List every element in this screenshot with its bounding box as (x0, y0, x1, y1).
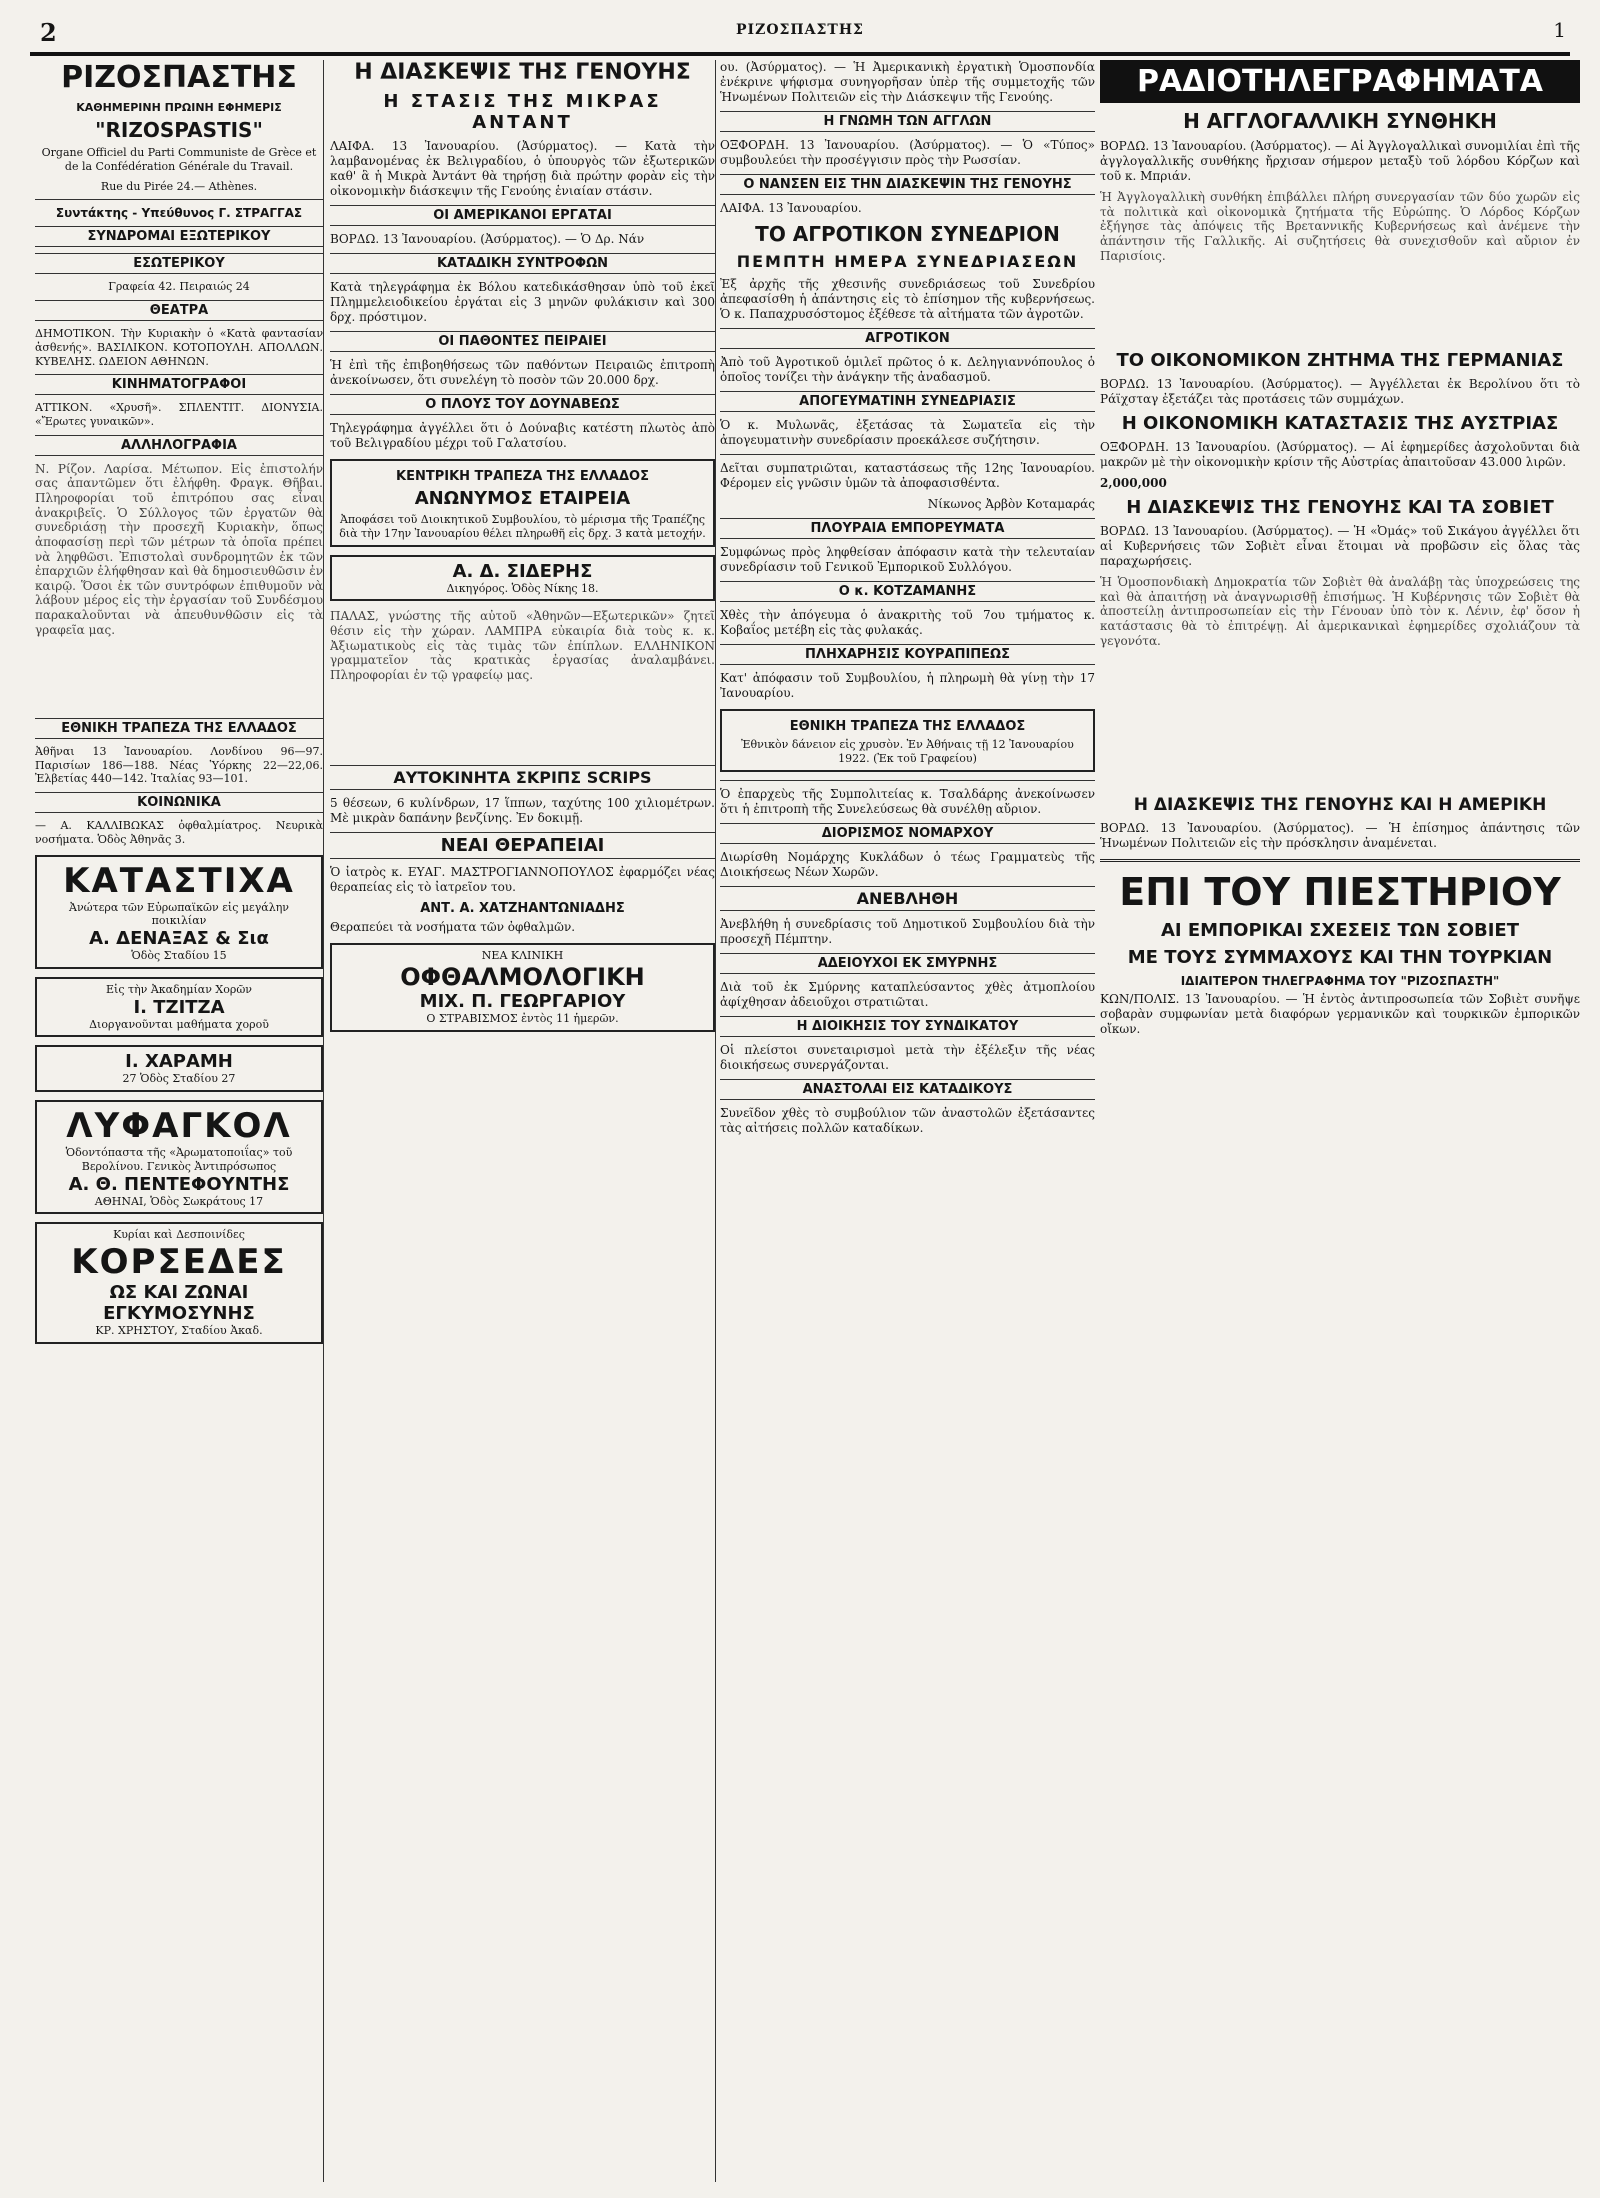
traders-text: Συμφώνως πρὸς ληφθείσαν ἀπόφασιν κατὰ τὴν τελευταίαν συνεδρίασιν τοῦ Γενικοῦ Ἐμπορικοῦ Συλλόγου. (720, 545, 1095, 574)
national-bank-ad (720, 709, 1095, 772)
clinic-text: Ο ΣΤΡΑΒΙΣΜΟΣ ἐντὸς 11 ἡμερῶν. (426, 1012, 619, 1025)
central-bank-text: Ἀποφάσει τοῦ Διοικητικοῦ Συμβουλίου, τὸ μέρισμα τῆς Τραπέζης διὰ τὴν 17ην Ἰανουαρίου θέλει πληρωθῆ εἰς δρχ. 3 κατὰ μετοχήν. (339, 513, 706, 540)
anglo-french-text: ΒΟΡΔΩ. 13 Ἰανουαρίου. (Ἀσύρματος). — Αἱ Ἀγγλογαλλικαὶ συνομιλίαι ἐπὶ τῆς ἀγγλογαλλικῆς συνθήκης ἤρχισαν σήμερον μεταξὺ τοῦ λόρδου Κόρζων καὶ τοῦ κ. Μπριάν. (1100, 139, 1580, 183)
agrarian-congress-headline: ΤΟ ΑΓΡΟΤΙΚΟΝ ΣΥΝΕΔΡΙΟΝ (755, 222, 1060, 246)
newspaper-subtitle: ΚΑΘΗΜΕΡΙΝΗ ΠΡΩΙΝΗ ΕΦΗΜΕΡΙΣ (76, 101, 282, 114)
bank-title: ΕΘΝΙΚΗ ΤΡΑΠΕΖΑ ΤΗΣ ΕΛΛΑΔΟΣ (35, 718, 323, 739)
agrarian-text: Ἀπὸ τοῦ Ἀγροτικοῦ ὁμιλεῖ πρῶτος ὁ κ. Δεληγιαννόπουλος ὁ ὁποῖος τονίζει τὴν ἀνάγκην τῆς ἀναδασμοῦ. (720, 355, 1095, 384)
page-header-rule (30, 18, 1570, 56)
america-text: ΒΟΡΔΩ. 13 Ἰανουαρίου. (Ἀσύρματος). — Ἡ ἐπίσημος ἀπάντησις τῶν Ἡνωμένων Πολιτειῶν εἰς τὴν πρόσκλησιν ἀναμένεται. (1100, 821, 1580, 850)
agrarian-congress-text: Ἐξ ἀρχῆς τῆς χθεσινῆς συνεδριάσεως τοῦ Συνεδρίου ἀπεφασίσθη ἡ ἀπάντησις εἰς τὸ ἐπίσημον τῆς κυβερνήσεως. Ὁ κ. Παπαχρυσόστομος ἐξέθεσε τὰ αἰτήματα τῶν ἀγροτῶν. (720, 277, 1095, 321)
ad-dance-text: Διοργανοῦνται μαθήματα χοροῦ (89, 1017, 269, 1031)
masthead: ΡΙΖΟΣΠΑΣΤΗΣ (736, 22, 864, 38)
cars-title: ΑΥΤΟΚΙΝΗΤΑ ΣΚΡΙΠΣ SCRIPS (330, 765, 715, 790)
clinic-title: ΝΕΑ ΚΛΙΝΙΚΗ (481, 949, 564, 963)
soviet-trade-headline: ΑΙ ΕΜΠΟΡΙΚΑΙ ΣΧΕΣΕΙΣ ΤΩΝ ΣΟΒΙΕΤ (1160, 920, 1520, 941)
central-bank-notice (330, 459, 715, 547)
national-bank-title: ΕΘΝΙΚΗ ΤΡΑΠΕΖΑ ΤΗΣ ΕΛΛΑΔΟΣ (789, 719, 1026, 734)
page-mark: 1 (1553, 18, 1566, 42)
ad-korsedes-title: ΚΟΡΣΕΔΕΣ (71, 1242, 287, 1282)
lawyer-ad (330, 555, 715, 602)
american-federation-text: ου. (Ἀσύρματος). — Ἡ Ἀμερικανικὴ ἐργατικὴ Ὁμοσπονδία ἐνέκρινε ψήφισμα συνηγορῆσαν ὑπὲρ τῆς συμμετοχῆς τῶν Ἡνωμένων Πολιτειῶν εἰς τὴν Διάσκεψιν τῆς Γενούης. (720, 60, 1095, 104)
traders-title: ΠΛΟΥΡΑΙΑ ΕΜΠΟΡΕΥΜΑΤΑ (720, 518, 1095, 539)
clinic-ad (330, 943, 715, 1032)
depart-text: Συνεῖδον χθὲς τὸ συμβούλιον τῶν ἀναστολῶν ἐξετάσαντες τὰς αἰτήσεις πολλῶν καταδίκων. (720, 1105, 1095, 1135)
subs-interior-title: ΕΣΩΤΕΡΙΚΟΥ (35, 253, 323, 274)
anevathi-title: ΑΝΕΒΛΗΘΗ (720, 886, 1095, 911)
address-text: Rue du Pirée 24.— Athènes. (100, 179, 258, 193)
column-1 (35, 60, 324, 2182)
kotzamanis-title: Ο κ. ΚΟΤΖΑΜΑΝΗΣ (720, 581, 1095, 602)
ad-korsedes-name: ΕΓΚΥΜΟΣΥΝΗΣ (103, 1303, 255, 1324)
anevathi-text: Ἀνεβλήθη ἡ συνεδρίασις τοῦ Δημοτικοῦ Συμβουλίου διὰ τὴν προσεχῆ Πέμπτην. (720, 916, 1095, 946)
social-title: ΚΟΙΝΩΝΙΚΑ (35, 792, 323, 813)
ad-haramis (35, 1045, 323, 1092)
lawyer-text: Δικηγόρος. Ὁδὸς Νίκης 18. (446, 581, 599, 595)
page-number: 2 (40, 18, 57, 47)
soviets-text: ΒΟΡΔΩ. 13 Ἰανουαρίου. (Ἀσύρματος). — Ἡ «Ὀμάς» τοῦ Σικάγου ἀγγέλλει ὅτι αἱ Κυβερνήσεις τῶν Σοβιὲτ εἶναι ἕτοιμαι νὰ προβῶσιν εἰς ὅλας τὰς παραχωρήσεις. (1100, 524, 1580, 568)
agrarian-congress-sub: ΠΕΜΠΤΗ ΗΜΕΡΑ ΣΥΝΕΔΡΙΑΣΕΩΝ (736, 252, 1079, 271)
column-3 (720, 60, 1095, 2182)
doctor-text: Θεραπεύει τὰ νοσήματα τῶν ὀφθαλμῶν. (330, 920, 576, 935)
subs-exterior-title: ΣΥΝΔΡΟΜΑΙ ΕΞΩΤΕΡΙΚΟΥ (35, 226, 323, 247)
social-text: — Α. ΚΑΛΛΙΒΩΚΑΣ ὀφθαλμίατρος. Νευρικὰ νοσήματα. Ὁδὸς Ἀθηνᾶς 3. (35, 819, 323, 846)
nomarch-title: ΔΙΟΡΙΣΜΟΣ ΝΟΜΑΡΧΟΥ (720, 823, 1095, 844)
union-title: Η ΔΙΟΙΚΗΣΙΣ ΤΟΥ ΣΥΝΔΙΚΑΤΟΥ (720, 1016, 1095, 1037)
germany-text: ΒΟΡΔΩ. 13 Ἰανουαρίου. (Ἀσύρματος). — Ἀγγέλλεται ἐκ Βερολίνου ὅτι τὸ Ράϊχσταγ ἐξετάζει τὰς προτάσεις τῶν συμμάχων. (1100, 377, 1580, 406)
soviet-trade-text: ΚΩΝ/ΠΟΛΙΣ. 13 Ἰανουαρίου. — Ἡ ἐντὸς ἀντιπροσωπεία τῶν Σοβιὲτ συνῆψε σοβαρὰν συμφωνίαν μετὰ διαφόρων γερμανικῶν καὶ τουρκικῶν ἐμπορικῶν οἴκων. (1100, 992, 1580, 1036)
ad-dance-name: Ι. ΤΖΙΤΖΑ (133, 996, 225, 1018)
austria-headline: Η ΟΙΚΟΝΟΜΙΚΗ ΚΑΤΑΣΤΑΣΙΣ ΤΗΣ ΑΥΣΤΡΙΑΣ (1121, 413, 1559, 434)
clinic-name: ΜΙΧ. Π. ΓΕΩΡΓΑΡΙΟΥ (419, 991, 626, 1012)
column-4 (1100, 60, 1580, 2182)
piraeus-title: ΟΙ ΠΑΘΟΝΤΕΣ ΠΕΙΡΑΙΕΙ (330, 331, 715, 352)
clinic-big: ΟΦΘΑΛΜΟΛΟΓΙΚΗ (400, 963, 645, 991)
soviet-trade-tag: ΙΔΙΑΙΤΕΡΟΝ ΤΗΛΕΓΡΑΦΗΜΑ ΤΟΥ "ΡΙΖΟΣΠΑΣΤΗ" (1180, 974, 1500, 988)
comrades-title: ΚΑΤΑΔΙΚΗ ΣΥΝΤΡΟΦΩΝ (330, 253, 715, 274)
bank-rates-text: Ἀθῆναι 13 Ἰανουαρίου. Λονδίνου 96—97. Παρισίων 186—188. Νέας Ὑόρκης 22—22,06. Ἐλβετίας 440—142. Ἰταλίας 93—101. (35, 744, 323, 786)
union-text: Οἱ πλείστοι συνεταιρισμοὶ μετὰ τὴν ἐξέλεξιν τῆς νέας διοικήσεως συνεργάζονται. (720, 1042, 1095, 1072)
soviet-trade-sub: ΜΕ ΤΟΥΣ ΣΥΜΜΑΧΟΥΣ ΚΑΙ ΤΗΝ ΤΟΥΡΚΙΑΝ (1127, 947, 1553, 968)
nansen-text: ΛΑΙΦΑ. 13 Ἰανουαρίου. (720, 201, 862, 215)
ad-korsedes-sub: ΩΣ ΚΑΙ ΖΩΝΑΙ (109, 1282, 249, 1303)
little-entente-text: ΛΑΙΦΑ. 13 Ἰανουαρίου. (Ἀσύρματος). — Κατὰ τὴν λαμβανομένας ἐκ Βελιγραδίου, ὁ ὑπουργὸς τῶν ἐξωτερικῶν καθ' ἃ ἡ Μικρὰ Ἀντάντ θὰ τηρήσῃ διὰ πρώτην φορὰν εἰς τὴν οἰκονομικὴν διάσκεψιν τῆς Γενούης ἑνιαίαν στάσιν. (330, 139, 715, 198)
cinema-text: ΑΤΤΙΚΟΝ. «Χρυσῆ». ΣΠΛΕΝΤΙΤ. ΔΙΟΝΥΣΙΑ. «Ἔρωτες γυναικῶν». (35, 401, 323, 428)
col4-filler-1: Ἡ Ἀγγλογαλλικὴ συνθήκη ἐπιβάλλει πλήρη συνεργασίαν τῶν δύο χωρῶν εἰς τὰ πολιτικὰ καὶ οἰκονομικὰ ζητήματα τῆς Εὐρώπης. Ὁ Λόρδος Κόρζων ἐξήγησε τὰς ἀπόψεις τῆς Βρεταννικῆς Κυβερνήσεως καὶ ἀνέμενε τὴν ἀπάντησιν τῆς Γαλλικῆς. Αἱ συζητήσεις θὰ συνεχισθοῦν καὶ αὔριον ἐν Παρισίοις. (1100, 190, 1580, 263)
newspaper-latin-title: "RIZOSPASTIS" (95, 118, 263, 142)
resolution-text: Δεῖται συμπατριῶται, καταστάσεως τῆς 12ης Ἰανουαρίου. Φέρομεν εἰς γνῶσιν ὑμῶν τὰ ἀποφασισθέντα. (720, 461, 1095, 490)
piraeus-text: Ἡ ἐπὶ τῆς ἐπιβοηθήσεως τῶν παθόντων Πειραιῶς ἐπιτροπὴ ἀνεκοίνωσεν, ὅτι συνελέγη τὸ ποσὸν τῶν 20.000 δρχ. (330, 358, 715, 387)
agrarian-title: ΑΓΡΟΤΙΚΟΝ (720, 328, 1095, 349)
smyrna-title: ΑΔΕΙΟΥΧΟΙ ΕΚ ΣΜΥΡΝΗΣ (720, 953, 1095, 974)
ad-katastixa (35, 855, 323, 969)
resolution-signature: Νίκωνος Ἀρβὸν Κοταμαράς (927, 497, 1095, 511)
american-workers-text: ΒΟΡΔΩ. 13 Ἰανουαρίου. (Ἀσύρματος). — Ὁ Δρ. Νάν (330, 232, 645, 246)
federation-text: Ὁ ἐπαρχεὺς τῆς Συμπολιτείας κ. Τσαλδάρης ἀνεκοίνωσεν ὅτι ἡ ἐπιτροπὴ τῆς Συνελεύσεως θὰ συνέλθῃ αὔριον. (720, 786, 1095, 816)
english-view-title: Η ΓΝΩΜΗ ΤΩΝ ΑΓΓΛΩΝ (720, 111, 1095, 132)
depart-title: ΑΝΑΣΤΟΛΑΙ ΕΙΣ ΚΑΤΑΔΙΚΟΥΣ (720, 1079, 1095, 1100)
letters-body-placeholder: Ν. Ρίζον. Λαρίσα. Μέτωπον. Εἰς ἐπιστολήν σας ἀπαντῶμεν ὅτι ἐλήφθη. Φραγκ. Θῆβαι. Πληροφορίαι τοῦ ἐπιτρόπου σας εἶναι ἀνακριβεῖς. Ὁ Σύλλογος τῶν ἐργατῶν θὰ συνεδριάσῃ τὴν προσεχῆ Κυριακὴν, ὅπως ἀποφασίσῃ περὶ τῶν μέτρων τὰ ὁποῖα πρέπει νὰ ληφθῶσι. Ἐπιστολαὶ συνδρομητῶν ἐκ τῶν ἐπαρχιῶν ἐλήφθησαν καὶ θὰ δημοσιευθῶσιν ἐν καιρῷ. Ὅσοι ἐκ τῶν συντρόφων ἐπιθυμοῦν νὰ λάβουν μέρος εἰς τὴν ἐργασίαν τοῦ Συνδέσμου παρακαλοῦνται νὰ ἀπευθυνθῶσιν εἰς τὰ γραφεῖα μας. (35, 461, 323, 637)
ad-lyfagkol-text: Ὁδοντόπαστα τῆς «Ἀρωματοποιΐας» τοῦ Βερολίνου. Γενικὸς Ἀντιπρόσωπος (65, 1146, 293, 1173)
ad-katastixa-name: Α. ΔΕΝΑΞΑΣ & Σια (89, 928, 269, 949)
national-bank-text: Ἐθνικὸν δάνειον εἰς χρυσὸν. Ἐν Ἀθήναις τῇ 12 Ἰανουαρίου 1922. (Ἐκ τοῦ Γραφείου) (741, 738, 1074, 765)
kotzamanis-text: Χθὲς τὴν ἀπόγευμα ὁ ἀνακριτὴς τοῦ 7ου τμήματος κ. Κοβαΐος μετέβη εἰς τὰς φυλακάς. (720, 608, 1095, 637)
radiotelegrams-banner: ΡΑΔΙΟΤΗΛΕΓΡΑΦΗΜΑΤΑ (1100, 60, 1580, 103)
ad-katastixa-title: ΚΑΤΑΣΤΙΧΑ (63, 860, 295, 901)
letters-title: ΑΛΛΗΛΟΓΡΑΦΙΑ (35, 435, 323, 456)
ad-dance (35, 977, 323, 1038)
ad-lyfagkol-title: ΛΥΦΑΓΚΟΛ (66, 1106, 292, 1146)
therapy-text: Ὁ ἰατρὸς κ. ΕΥΑΓ. ΜΑΣΤΡΟΓΙΑΝΝΟΠΟΥΛΟΣ ἐφαρμόζει νέας θεραπείας εἰς τὸ ἰατρεῖον του. (330, 865, 715, 895)
nomarch-text: Διωρίσθη Νομάρχης Κυκλάδων ὁ τέως Γραμματεὺς τῆς Διοικήσεως Νέων Χωρῶν. (720, 849, 1095, 879)
col2-filler-text: ΠΑΛΑΣ, γνώστης τῆς αὐτοῦ «Ἀθηνῶν—Εξωτερικῶν» ζητεῖ θέσιν εἰς τὴν χώραν. ΛΑΜΠΡΑ εὐκαιρία διὰ τοὺς κ. κ. Ἀξιωματικοὺς εἰς τὰς τιμὰς τῶν ἐπίπλων. ΕΛΛΗΝΙΚΟΝ γραμματεῖον τὰς κρατικὰς ἐργασίας ἀναλαμβάνει. Πληροφορίαι ἐν τῷ γραφείῳ μας. (330, 609, 715, 682)
ad-lyfagkol (35, 1100, 323, 1214)
austria-text: ΟΞΦΟΡΔΗ. 13 Ἰανουαρίου. (Ἀσύρματος). — Αἱ ἐφημερίδες ἀσχολοῦνται διὰ μακρῶν μὲ τὴν οἰκονομικὴν κρίσιν τῆς Αὐστρίας ἀπαιτοῦσαν 43.000 λιρῶν. (1100, 440, 1580, 469)
ad-haramis-name: Ι. ΧΑΡΑΜΗ (125, 1051, 233, 1073)
danube-text: Τηλεγράφημα ἀγγέλλει ὅτι ὁ Δούναβις κατέστη πλωτὸς ἀπὸ τοῦ Βελιγραδίου μέχρι τοῦ Γαλατσίου. (330, 421, 715, 450)
soviets-headline: Η ΔΙΑΣΚΕΨΙΣ ΤΗΣ ΓΕΝΟΥΗΣ ΚΑΙ ΤΑ ΣΟΒΙΕΤ (1126, 497, 1554, 518)
theatres-text: ΔΗΜΟΤΙΚΟΝ. Τὴν Κυριακὴν ὁ «Κατὰ φαντασίαν ἀσθενής». ΒΑΣΙΛΙΚΟΝ. ΚΟΤΟΠΟΥΛΗ. ΑΠΟΛΛΩΝ. ΚΥΒΕΛΗΣ. ΩΔΕΙΟΝ ΑΘΗΝΩΝ. (35, 327, 323, 368)
central-bank-title: ΚΕΝΤΡΙΚΗ ΤΡΑΠΕΖΑ ΤΗΣ ΕΛΛΑΔΟΣ (396, 469, 649, 484)
ad-haramis-text: 27 Ὁδὸς Σταδίου 27 (122, 1072, 236, 1086)
ad-katastixa-addr: Ὁδὸς Σταδίου 15 (131, 949, 227, 962)
col4-filler-2: Ἡ Ὁμοσπονδιακὴ Δημοκρατία τῶν Σοβιὲτ θὰ ἀναλάβῃ τὰς ὑποχρεώσεις της καὶ θὰ ἀπαιτήσῃ νὰ ἀναγνωρισθῇ ἐπισήμως. Ἡ Κυβέρνησις τῶν Σοβιὲτ θὰ ἀποστείλῃ ἀντιπροσωπείαν εἰς τὴν Γένουαν ὑπὸ τὸν κ. Λένιν, ἐφ' ὅσον ἡ κατάστασις θὰ τὸ ἐπιτρέψῃ. Αἱ ἀμερικανικαὶ ἐφημερίδες σχολιάζουν τὰ γεγονότα. (1100, 575, 1580, 648)
central-bank-sub: ΑΝΩΝΥΜΟΣ ΕΤΑΙΡΕΙΑ (414, 488, 631, 509)
newspaper-title: ΡΙΖΟΣΠΑΣΤΗΣ (61, 60, 297, 95)
ad-lyfagkol-name: Α. Θ. ΠΕΝΤΕΦΟΥΝΤΗΣ (68, 1173, 290, 1195)
little-entente-headline: Η ΣΤΑΣΙΣ ΤΗΣ ΜΙΚΡΑΣ ΑΝΤΑΝΤ (383, 91, 662, 133)
director-line: Συντάκτης - Υπεύθυνος Γ. ΣΤΡΑΓΓΑΣ (55, 206, 303, 221)
america-headline: Η ΔΙΑΣΚΕΨΙΣ ΤΗΣ ΓΕΝΟΥΗΣ ΚΑΙ Η ΑΜΕΡΙΚΗ (1133, 795, 1547, 815)
afternoon-session-title: ΑΠΟΓΕΥΜΑΤΙΝΗ ΣΥΝΕΔΡΙΑΣΙΣ (720, 391, 1095, 412)
anglo-french-headline: Η ΑΓΓΛΟΓΑΛΛΙΚΗ ΣΥΝΘΗΚΗ (1183, 109, 1497, 133)
ad-korsedes (35, 1222, 323, 1344)
lottery-title: ΠΛΗΧΑΡΗΣΙΣ ΚΟΥΡΑΠΙΠΕΩΣ (720, 644, 1095, 665)
austria-amount: 2,000,000 (1100, 476, 1167, 490)
press-headline: ΕΠΙ ΤΟΥ ΠΙΕΣΤΗΡΙΟΥ (1119, 870, 1561, 914)
cars-text: 5 θέσεων, 6 κυλίνδρων, 17 ἵππων, ταχύτης 100 χιλιομέτρων. Μὲ μικρὰν δαπάνην βενζίνης. Ἐν δοκιμῇ. (330, 796, 715, 826)
cinema-title: ΚΙΝΗΜΑΤΟΓΡΑΦΟΙ (35, 374, 323, 395)
nansen-title: Ο ΝΑΝΣΕΝ ΕΙΣ ΤΗΝ ΔΙΑΣΚΕΨΙΝ ΤΗΣ ΓΕΝΟΥΗΣ (720, 174, 1095, 195)
genoa-banner: Η ΔΙΑΣΚΕΨΙΣ ΤΗΣ ΓΕΝΟΥΗΣ (354, 60, 691, 85)
ad-katastixa-sub: Ἀνώτερα τῶν Εὐρωπαϊκῶν εἰς μεγάλην ποικιλίαν (69, 900, 289, 928)
doctor-name: ΑΝΤ. Α. ΧΑΤΖΗΑΝΤΩΝΙΑΔΗΣ (420, 901, 625, 917)
english-view-text: ΟΞΦΟΡΔΗ. 13 Ἰανουαρίου. (Ἀσύρματος). — Ὁ «Τύπος» συμβουλεύει τὴν προσέγγισιν πρὸς τὴν Ρωσσίαν. (720, 138, 1095, 167)
ad-korsedes-intro: Κυρίαι καὶ Δεσποινίδες (113, 1228, 245, 1242)
comrades-text: Κατὰ τηλεγράφημα ἐκ Βόλου κατεδικάσθησαν ὑπὸ τοῦ ἐκεῖ Πλημμελειοδικείου ἐργάται εἰς 3 μηνῶν φυλάκισιν καὶ 300 δρχ. πρόστιμον. (330, 280, 715, 324)
therapy-title: ΝΕΑΙ ΘΕΡΑΠΕΙΑΙ (330, 832, 715, 859)
lawyer-name: Α. Δ. ΣΙΔΕΡΗΣ (452, 560, 593, 582)
office-address: Γραφεία 42. Πειραιώς 24 (108, 280, 250, 294)
ad-korsedes-addr: ΚΡ. ΧΡΗΣΤΟΥ, Σταδίου Ἀκαδ. (95, 1324, 263, 1337)
germany-headline: ΤΟ ΟΙΚΟΝΟΜΙΚΟΝ ΖΗΤΗΜΑ ΤΗΣ ΓΕΡΜΑΝΙΑΣ (1116, 350, 1564, 371)
ad-lyfagkol-addr: ΑΘΗΝΑΙ, Ὁδὸς Σωκράτους 17 (94, 1194, 264, 1208)
column-2 (330, 60, 716, 2182)
smyrna-text: Διὰ τοῦ ἐκ Σμύρνης καταπλεύσαντος χθὲς ἀτμοπλοίου ἀφίχθησαν ἀδειοῦχοι στρατιῶται. (720, 979, 1095, 1009)
american-workers-title: ΟΙ ΑΜΕΡΙΚΑΝΟΙ ΕΡΓΑΤΑΙ (330, 205, 715, 226)
organe-text: Organe Officiel du Parti Communiste de Grèce et de la Confédération Générale du Travail. (41, 146, 317, 173)
danube-title: Ο ΠΛΟΥΣ ΤΟΥ ΔΟΥΝΑΒΕΩΣ (330, 394, 715, 415)
afternoon-session-text: Ὁ κ. Μυλωνᾶς, ἐξετάσας τὰ Σωματεῖα εἰς τὴν ἀπογευματινὴν συνεδρίασιν προεκάλεσε συζήτησιν. (720, 418, 1095, 447)
ad-dance-intro: Εἰς τὴν Ἀκαδημίαν Χορῶν (106, 982, 252, 996)
theatres-title: ΘΕΑΤΡΑ (35, 300, 323, 321)
lottery-text: Κατ' ἀπόφασιν τοῦ Συμβουλίου, ἡ πληρωμὴ θὰ γίνῃ τὴν 17 Ἰανουαρίου. (720, 671, 1095, 700)
